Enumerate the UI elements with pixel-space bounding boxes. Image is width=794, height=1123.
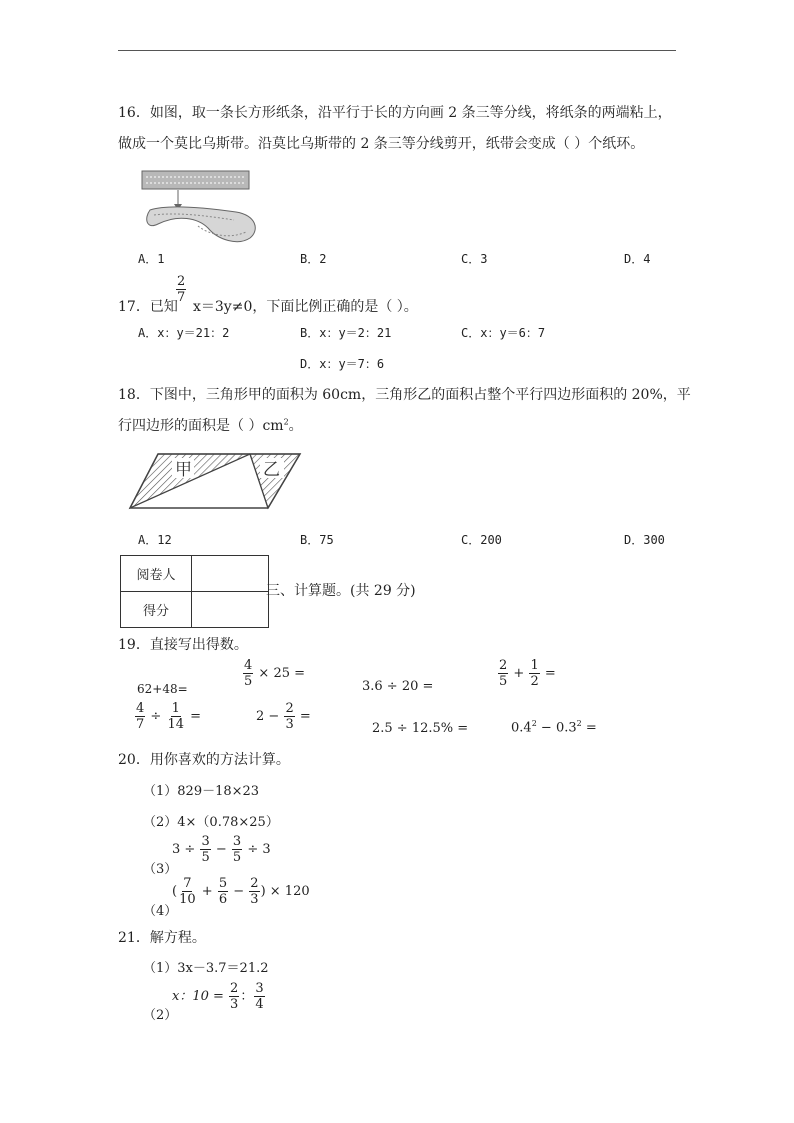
q20-p2: （2）4×（0.78×25） — [143, 815, 279, 830]
e8-s2: 2 — [576, 719, 582, 728]
q18-option-c[interactable]: C．200 — [461, 533, 502, 547]
q21-title: 21．解方程。 — [118, 930, 206, 946]
q18-line2 — [118, 415, 303, 435]
e4-den1: 5 — [499, 674, 508, 689]
e4-num2: 1 — [530, 658, 539, 673]
e5-num1: 4 — [136, 701, 145, 716]
e5-den1: 7 — [136, 717, 145, 732]
p2-den2: 4 — [255, 997, 264, 1012]
q19-e1: 62+48= — [137, 682, 188, 696]
q20-p3-expr — [172, 835, 271, 864]
p4-num3: 2 — [250, 876, 259, 891]
p3-num1: 3 — [201, 834, 210, 849]
p3-den1: 5 — [201, 850, 210, 865]
e8-s1: 2 — [531, 719, 537, 728]
q19-e6 — [256, 702, 311, 731]
p2-num1: 2 — [230, 981, 239, 996]
q19-e8 — [511, 719, 597, 735]
p4-den3: 3 — [250, 892, 259, 907]
q17-frac-num: 2 — [177, 274, 186, 289]
q16-line1: 16．如图，取一条长方形纸条，沿平行于长的方向画 2 条三等分线，将纸条的两端粘上， — [118, 105, 672, 121]
grader-cell[interactable] — [192, 556, 269, 592]
e6-eq: = — [299, 709, 311, 724]
p4-num1: 7 — [183, 876, 192, 891]
p4-close: ) × 120 — [260, 884, 310, 899]
p4-den1: 10 — [179, 892, 196, 907]
q17-frac-den: 7 — [177, 290, 186, 305]
q18-line2-end: 。 — [288, 418, 303, 434]
q16-option-a[interactable]: A．1 — [138, 252, 165, 266]
q17-prefix: 17．已知 — [118, 299, 178, 315]
q19-e3: 3.6 ÷ 20 = — [362, 679, 434, 694]
p3-den2: 5 — [232, 850, 242, 865]
q18-line1: 18．下图中，三角形甲的面积为 60cm，三角形乙的面积占整个平行四边形面积的 20%，平 — [118, 387, 691, 403]
p2-colon: ： — [240, 989, 254, 1004]
e8-c: = — [581, 720, 597, 736]
p4-open: ( — [172, 884, 178, 899]
p3-b: ÷ 3 — [247, 842, 271, 857]
q19-title: 19．直接写出得数。 — [118, 637, 248, 653]
p4-den2: 6 — [218, 892, 228, 907]
q18-line2-sup: 2 — [283, 417, 289, 427]
p3-num2: 3 — [232, 834, 242, 849]
grader-label: 阅卷人 — [121, 556, 192, 592]
q18-line2-text: 行四边形的面积是（ ）cm — [118, 418, 284, 434]
e5-den2: 14 — [167, 717, 185, 732]
q16-option-d[interactable]: D．4 — [624, 252, 651, 266]
e6-a: 2 − — [256, 709, 280, 724]
label-jia: 甲 — [175, 460, 192, 480]
q21-p2-label: （2） — [143, 1008, 178, 1023]
e6-den: 3 — [285, 717, 294, 732]
q20-p4-expr — [172, 877, 310, 906]
e5-op: ÷ — [150, 709, 162, 724]
q19-e5 — [134, 702, 201, 731]
q19-e7: 2.5 ÷ 12.5% = — [372, 721, 469, 736]
q21-p1: （1）3x－3.7＝21.2 — [143, 961, 269, 976]
q18-option-a[interactable]: A．12 — [138, 533, 172, 547]
parallelogram-figure — [128, 448, 303, 514]
q20-p1: （1）829－18×23 — [143, 784, 260, 799]
q17-suffix: x＝3y≠0，下面比例正确的是（ ）。 — [193, 299, 418, 315]
e6-num: 2 — [285, 701, 294, 716]
p2-a: x：10 = — [172, 989, 224, 1004]
q17-option-b[interactable]: B．x：y＝2：21 — [300, 326, 392, 340]
q17-option-a[interactable]: A．x：y＝21：2 — [138, 326, 230, 340]
q20-p3-label: （3） — [143, 862, 178, 877]
e4-eq: = — [544, 666, 556, 681]
score-table — [120, 555, 269, 628]
p3-op: − — [215, 842, 227, 857]
q20-title: 20．用你喜欢的方法计算。 — [118, 752, 290, 768]
q17-option-d[interactable]: D．x：y＝7：6 — [300, 357, 385, 371]
section-title: 三、计算题。(共 29 分) — [266, 583, 416, 599]
q20-p4-label: （4） — [143, 904, 178, 919]
score-label: 得分 — [121, 592, 192, 628]
p4-op1: + — [201, 884, 213, 899]
e5-eq: = — [190, 709, 202, 724]
p2-num2: 3 — [255, 981, 264, 996]
q17-fraction — [175, 275, 187, 304]
label-yi: 乙 — [263, 460, 280, 480]
q19-e4 — [497, 659, 556, 688]
e2-rest: × 25 = — [258, 666, 306, 681]
p4-op2: − — [233, 884, 245, 899]
q16-option-c[interactable]: C．3 — [461, 252, 488, 266]
e2-den: 5 — [244, 674, 253, 689]
e4-op: + — [513, 666, 525, 681]
e8-a: 0.4 — [511, 720, 532, 736]
e5-num2: 1 — [171, 701, 180, 716]
q16-line2: 做成一个莫比乌斯带。沿莫比乌斯带的 2 条三等分线剪开，纸带会变成（ ）个纸环。 — [118, 136, 645, 152]
e4-den2: 2 — [530, 674, 539, 689]
q18-option-d[interactable]: D．300 — [624, 533, 665, 547]
e4-num1: 2 — [499, 658, 508, 673]
score-cell[interactable] — [192, 592, 269, 628]
p3-a: 3 ÷ — [172, 842, 196, 857]
q16-option-b[interactable]: B．2 — [300, 252, 327, 266]
q17-option-c[interactable]: C．x：y＝6：7 — [461, 326, 546, 340]
header-rule — [118, 50, 676, 51]
q19-e2 — [242, 659, 305, 688]
e8-b: − 0.3 — [536, 720, 577, 736]
q21-p2-expr — [172, 982, 266, 1011]
p4-num2: 5 — [218, 876, 228, 891]
p2-den1: 3 — [230, 997, 239, 1012]
q18-option-b[interactable]: B．75 — [300, 533, 334, 547]
mobius-strip-figure — [138, 168, 278, 248]
e2-num: 4 — [244, 658, 253, 673]
